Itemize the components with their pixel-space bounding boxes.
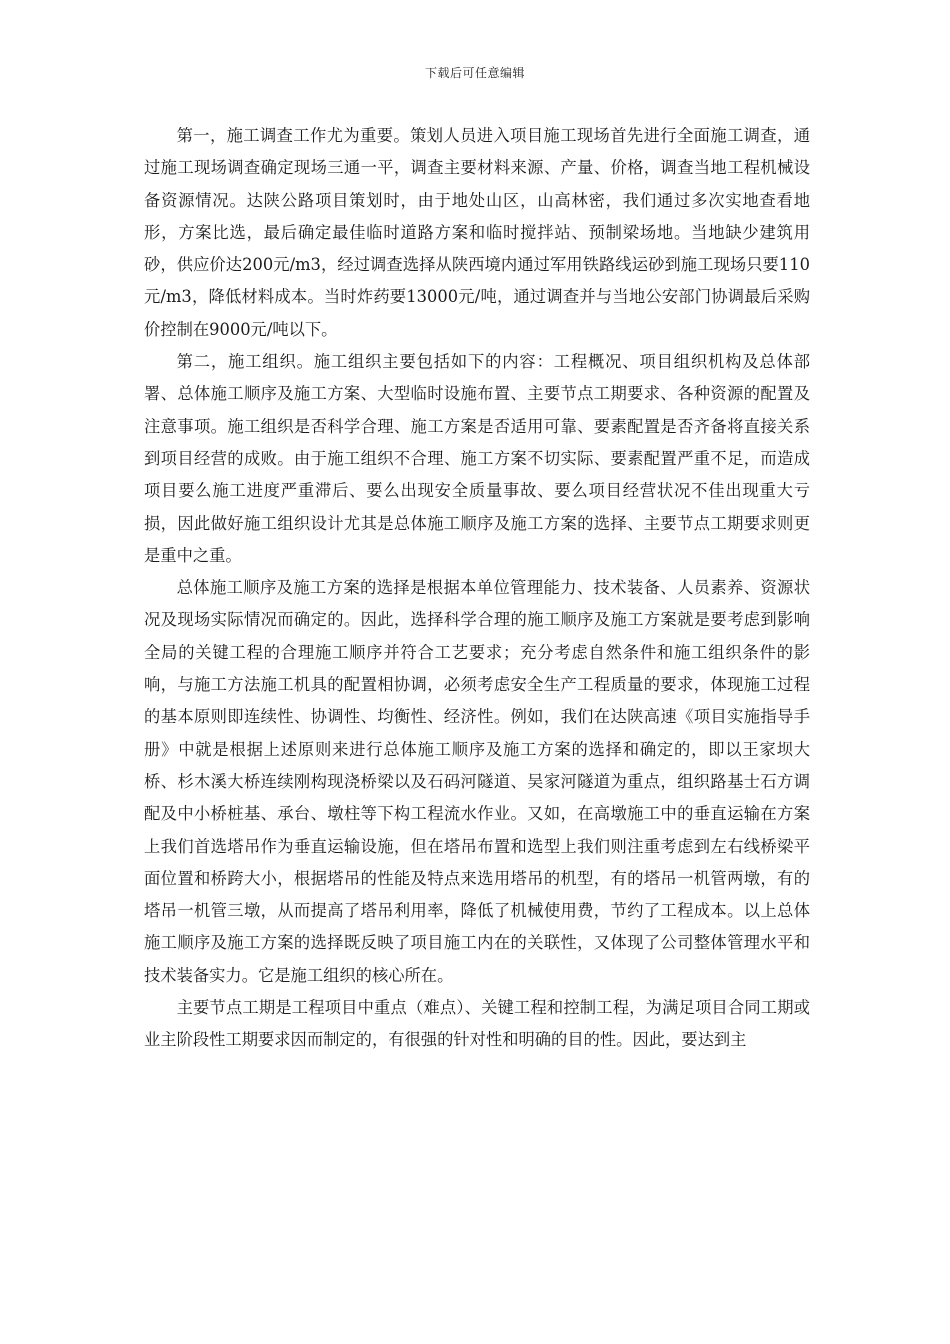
paragraph-key-milestones: 主要节点工期是工程项目中重点（难点）、关键工程和控制工程，为满足项目合同工期或业主阶段性工期要求因而制定的，有很强的针对性和明确的目的性。因此，要达到主: [144, 998, 810, 1050]
document-body: [144, 120, 810, 1057]
paragraph-construction-survey: 第一，施工调查工作尤为重要。策划人员进入项目施工现场首先进行全面施工调查，通过施工现场调查确定现场三通一平，调查主要材料来源、产量、价格，调查当地工程机械设备资源情况。达陕公路项目策划时，由于地处山区，山高林密，我们通过多次实地查看地形，方案比选，最后确定最佳临时道路方案和临时搅拌站、预制梁场地。当地缺少建筑用砂，供应价达200元/m3，经过调查选择从陕西境内通过军用铁路线运砂到施工现场只要110元/m3，降低材料成本。当时炸药要13000元/吨，通过调查并与当地公安部门协调最后采购价控制在9000元/吨以下。: [144, 126, 810, 339]
header-note: 下载后可任意编辑: [424, 66, 525, 80]
paragraph-construction-sequence: 总体施工顺序及施工方案的选择是根据本单位管理能力、技术装备、人员素养、资源状况及现场实际情况而确定的。因此，选择科学合理的施工顺序及施工方案就是要考虑到影响全局的关键工程的合理施工顺序并符合工艺要求；充分考虑自然条件和施工组织条件的影响，与施工方法施工机具的配置相协调，必须考虑安全生产工程质量的要求，体现施工过程的基本原则即连续性、协调性、均衡性、经济性。例如，我们在达陕高速《项目实施指导手册》中就是根据上述原则来进行总体施工顺序及施工方案的选择和确定的，即以王家坝大桥、杉木溪大桥连续刚构现浇桥梁以及石码河隧道、吴家河隧道为重点，组织路基士石方调配及中小桥桩基、承台、墩柱等下构工程流水作业。又如，在高墩施工中的垂直运输在方案上我们首选塔吊作为垂直运输设施，但在塔吊布置和选型上我们则注重考虑到左右线桥梁平面位置和桥跨大小，根据塔吊的性能及特点来选用塔吊的机型，有的塔吊一机管两墩，有的塔吊一机管三墩，从而提高了塔吊利用率，降低了机械使用费，节约了工程成本。以上总体施工顺序及施工方案的选择既反映了项目施工内在的关联性，又体现了公司整体管理水平和技术装备实力。它是施工组织的核心所在。: [144, 578, 810, 985]
paragraph-construction-organization: 第二，施工组织。施工组织主要包括如下的内容：工程概况、项目组织机构及总体部署、总体施工顺序及施工方案、大型临时设施布置、主要节点工期要求、各种资源的配置及注意事项。施工组织是否科学合理、施工方案是否适用可靠、要素配置是否齐备将直接关系到项目经营的成败。由于施工组织不合理、施工方案不切实际、要素配置严重不足，而造成项目要么施工进度严重滞后、要么出现安全质量事故、要么项目经营状况不佳出现重大亏损，因此做好施工组织设计尤其是总体施工顺序及施工方案的选择、主要节点工期要求则更是重中之重。: [144, 352, 810, 565]
